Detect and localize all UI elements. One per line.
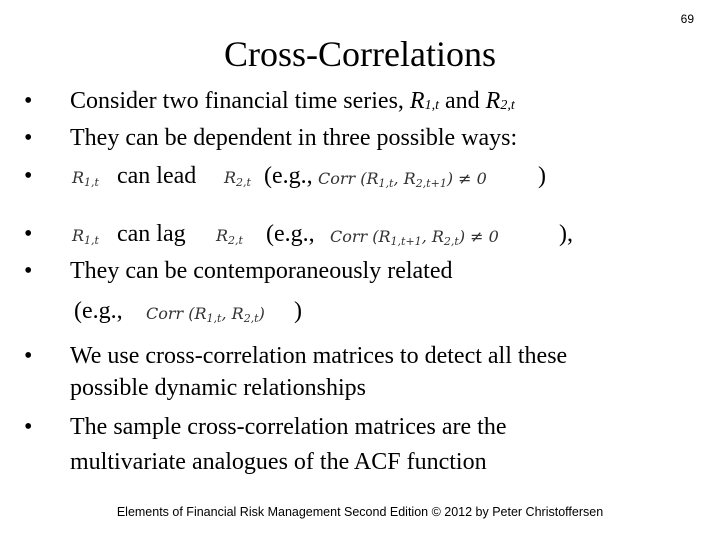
math-formula: Corr (R1,t+1, R2,t) ≠ 0: [330, 227, 499, 248]
bullet-6-text: We use cross-correlation matrices to detect all these: [70, 343, 568, 369]
bullet-text: [70, 86, 515, 121]
math-r1: R1,t: [72, 168, 99, 189]
bullet-dot: •: [24, 221, 33, 247]
series-r2-sub: 2,t: [500, 98, 515, 113]
bullet-5-eg: (e.g.,: [74, 298, 123, 324]
bullet-5-text: They can be contemporaneously related: [70, 258, 453, 284]
page-number: 69: [680, 12, 694, 26]
bullet-4-verb: can lag: [117, 221, 186, 247]
bullet-dot: •: [24, 343, 33, 369]
bullet-dot: •: [24, 88, 33, 114]
bullet-2-text: They can be dependent in three possible ways:: [70, 125, 518, 151]
series-r1: R: [409, 88, 425, 114]
bullet-5-close: ): [294, 298, 302, 324]
bullet-7-text: The sample cross-correlation matrices are the: [70, 414, 507, 440]
math-r2: R2,t: [224, 168, 251, 189]
bullet-dot: •: [24, 414, 33, 440]
slide-footer: Elements of Financial Risk Management Second Edition © 2012 by Peter Christoffersen: [116, 505, 604, 519]
bullet-1-and: and: [444, 88, 480, 114]
math-formula: Corr (R1,t, R2,t): [146, 304, 265, 325]
bullet-3-close: ): [538, 163, 546, 189]
bullet-3-verb: can lead: [117, 163, 197, 189]
series-r2: R: [485, 88, 501, 114]
math-formula: Corr (R1,t, R2,t+1) ≠ 0: [318, 169, 487, 190]
bullet-7-text-line2: multivariate analogues of the ACF function: [70, 449, 487, 475]
bullet-dot: •: [24, 163, 33, 189]
bullet-dot: •: [24, 125, 33, 151]
slide-title: Cross-Correlations: [224, 34, 496, 74]
bullet-6-text-line2: possible dynamic relationships: [70, 375, 366, 401]
bullet-4-eg: (e.g.,: [266, 221, 315, 247]
math-r2: R2,t: [216, 226, 243, 247]
bullet-1-text: Consider two financial time series,: [70, 88, 404, 114]
bullet-3-eg: (e.g.,: [264, 163, 313, 189]
bullet-4-close: ),: [559, 221, 573, 247]
math-r1: R1,t: [72, 226, 99, 247]
bullet-dot: •: [24, 258, 33, 284]
series-r1-sub: 1,t: [424, 98, 439, 113]
